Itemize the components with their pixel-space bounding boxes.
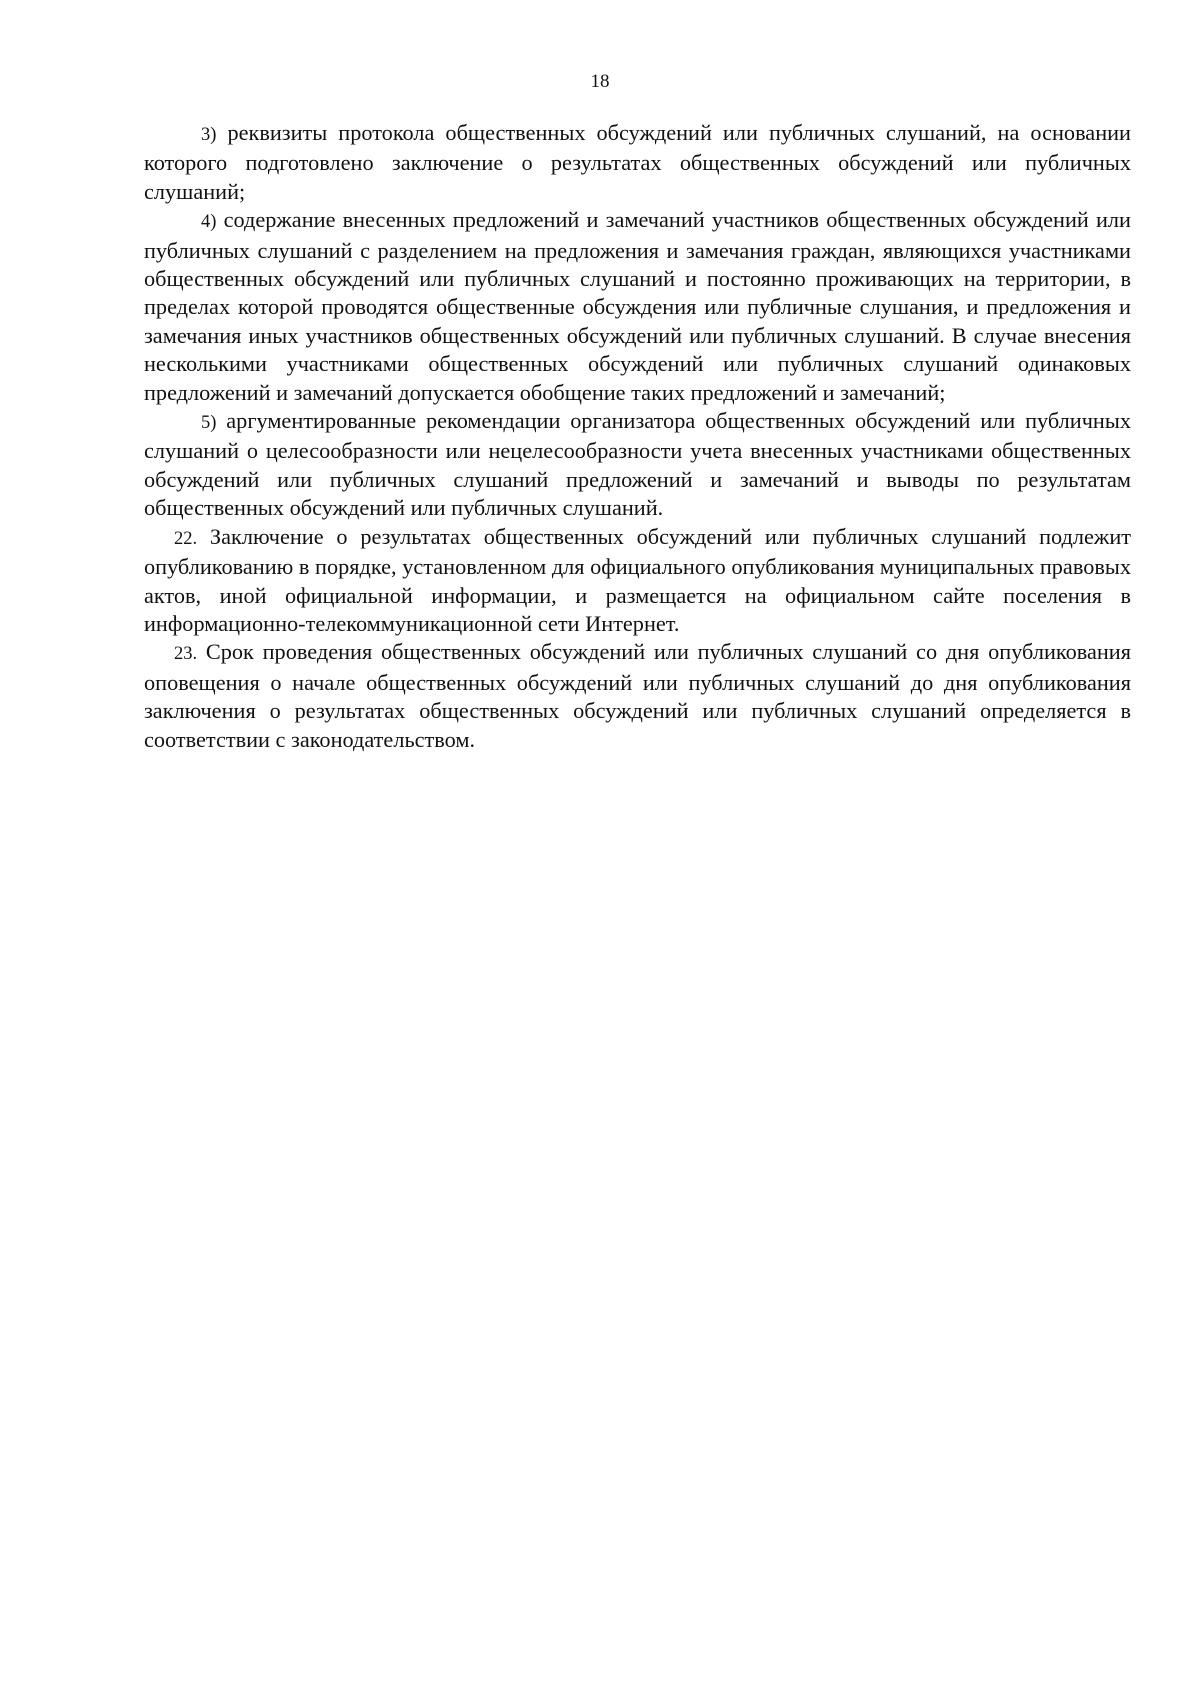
clause-23-duration <box>144 638 1131 754</box>
document-body <box>144 119 1131 754</box>
clause-number: 23. <box>174 644 198 665</box>
list-item-text: реквизиты протокола общественных обсуждений или публичных слушаний, на основании которого подготовлено заключение о результатах общественных обсуждений или публичных слушаний; <box>144 120 1131 204</box>
clause-text: Срок проведения общественных обсуждений или публичных слушаний со дня опубликования оповещения о начале общественных обсуждений или публичных слушаний до дня опубликования заключения о результатах общественных обсуждений или публичных слушаний определяется в соответствии с законодательством. <box>144 639 1131 752</box>
list-item-number: 4) <box>201 212 217 233</box>
clause-22-publication <box>144 523 1131 639</box>
list-item-text: содержание внесенных предложений и замечаний участников общественных обсуждений или публичных слушаний с разделением на предложения и замечания граждан, являющихся участниками общественных обсуждений или публичных слушаний и постоянно проживающих на территории, в пределах которой проводятся общественные обсуждения или публичные слушания, и предложения и замечания иных участников общественных обсуждений или публичных слушаний. В случае внесения несколькими участниками общественных обсуждений или публичных слушаний одинаковых предложений и замечаний допускается обобщение таких предложений и замечаний; <box>144 207 1131 405</box>
list-item-4-contents <box>144 206 1131 407</box>
list-item-number: 3) <box>201 125 217 145</box>
clause-text: Заключение о результатах общественных обсуждений или публичных слушаний подлежит опубликованию в порядке, установленном для официального опубликования муниципальных правовых актов, иной официальной информации, и размещается на официальном сайте поселения в информационно-телекоммуникационной сети Интернет. <box>144 523 1132 636</box>
clause-number: 22. <box>174 528 198 549</box>
page-number: 18 <box>590 71 610 92</box>
list-item-3-requisites <box>144 119 1131 206</box>
list-item-number: 5) <box>201 413 217 434</box>
list-item-text: аргументированные рекомендации организатора общественных обсуждений или публичных слушаний о целесообразности или нецелесообразности учета внесенных участниками общественных обсуждений или публичных слушаний предложений и замечаний и выводы по результатам общественных обсуждений или публичных слушаний. <box>144 408 1131 521</box>
list-item-5-recommendations <box>144 407 1131 523</box>
